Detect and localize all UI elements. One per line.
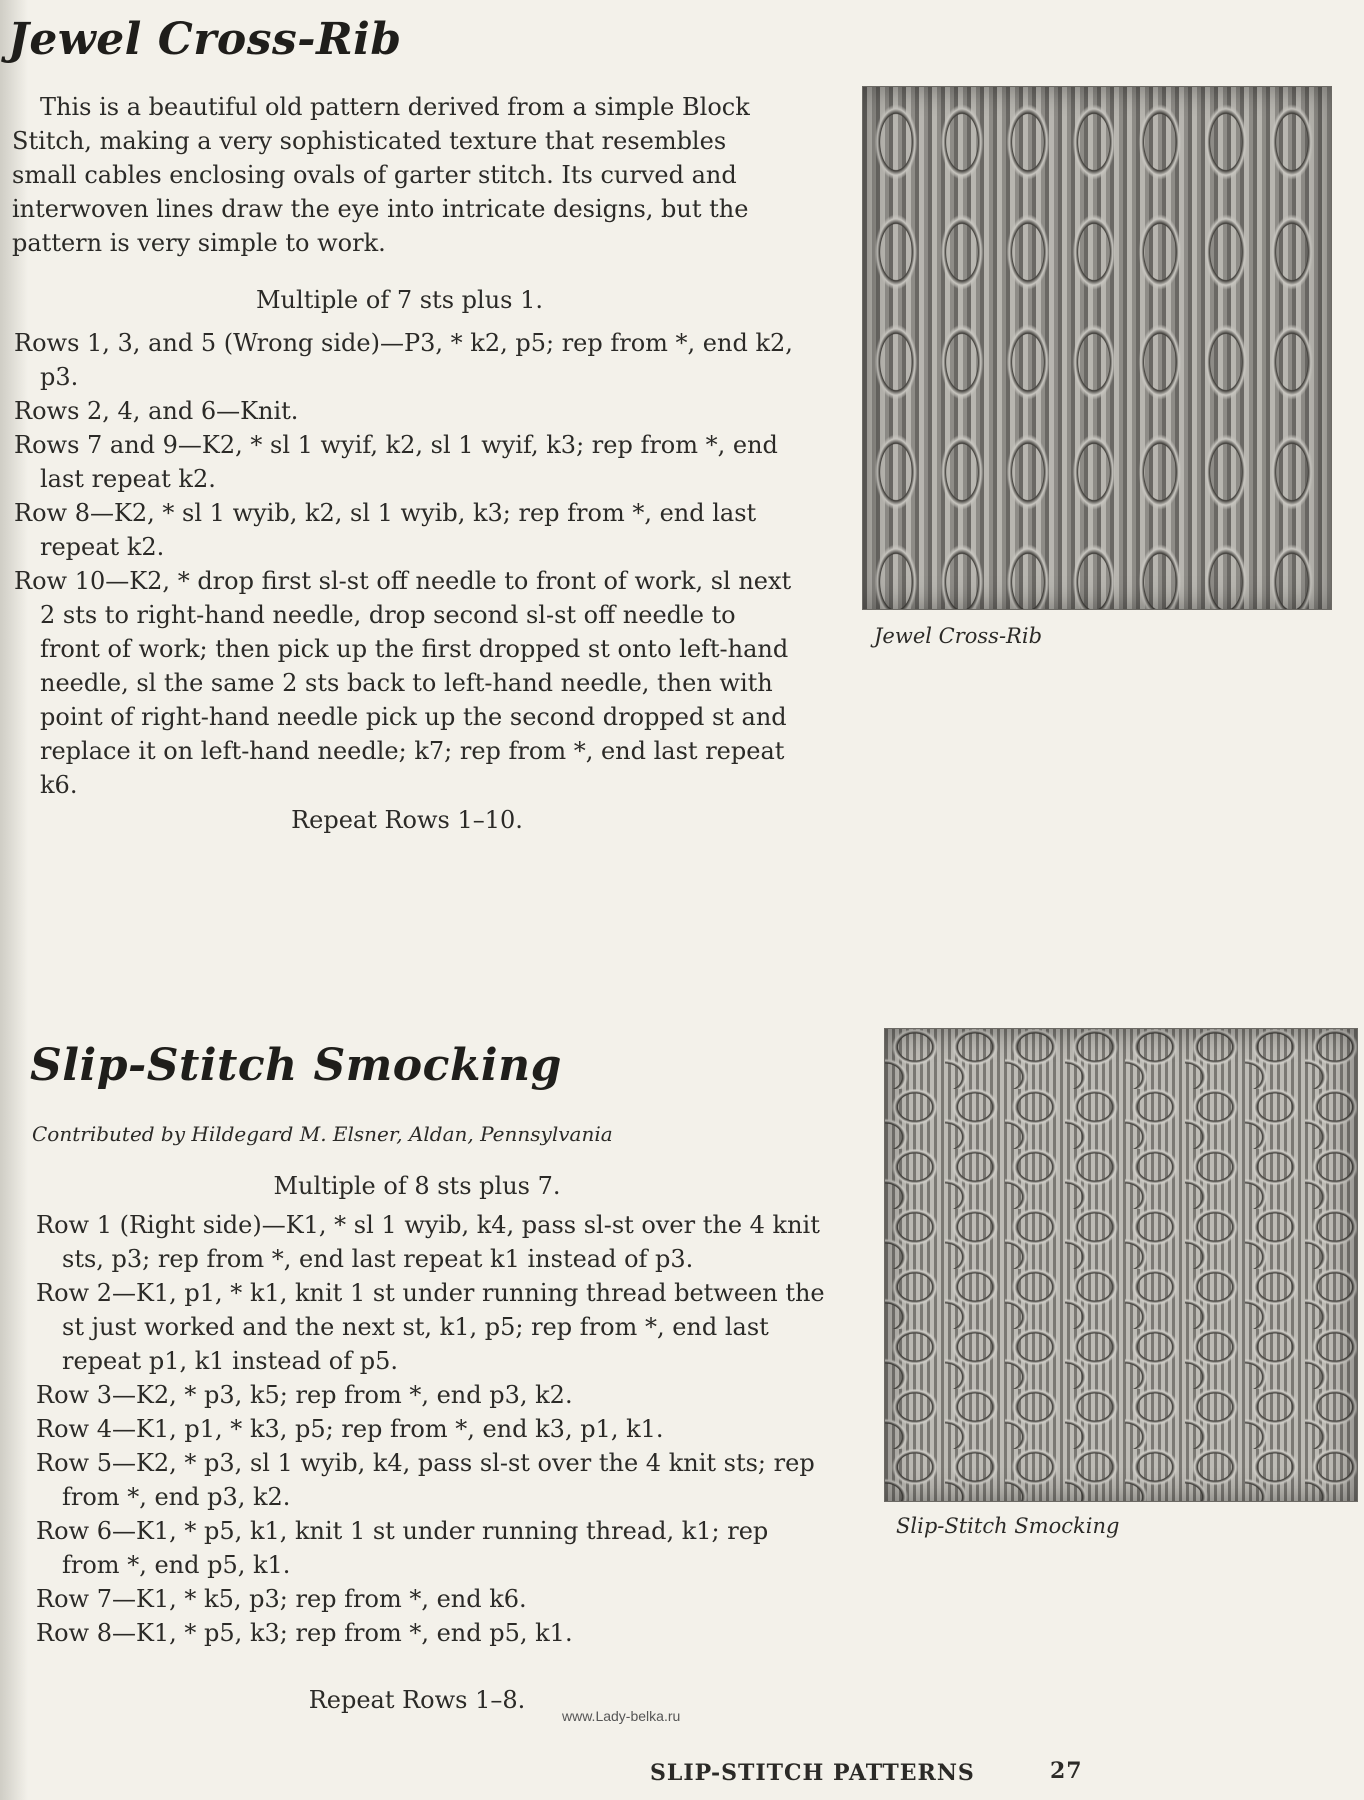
page-number: 27 [1050, 1758, 1083, 1784]
swatch-photo [862, 86, 1332, 610]
row-instructions [14, 326, 794, 802]
repeat-line: Repeat Rows 1–10. [291, 806, 523, 834]
row-instruction: Row 3—K2, * p3, k5; rep from *, end p3, k2. [36, 1381, 573, 1409]
row-instruction: Rows 1, 3, and 5 (Wrong side)—P3, * k2, p5; rep from *, end k2, p3. [14, 329, 793, 391]
pattern-intro: This is a beautiful old pattern derived from a simple Block Stitch, making a very sophisticated texture that resembles small cables enclosing ovals of garter stitch. Its curved and interwoven lines draw the eye into intricate designs, but the pattern is very simple to work. [12, 93, 750, 257]
row-instruction: Row 5—K2, * p3, sl 1 wyib, k4, pass sl-st over the 4 knit sts; rep from *, end p3, k2. [36, 1449, 815, 1511]
row-instruction: Row 4—K1, p1, * k3, p5; rep from *, end k3, p1, k1. [36, 1415, 664, 1443]
swatch-photo [884, 1028, 1358, 1502]
row-instruction: Rows 7 and 9—K2, * sl 1 wyif, k2, sl 1 wyif, k3; rep from *, end last repeat k2. [14, 431, 778, 493]
watermark-text: www.Lady-belka.ru [562, 1708, 681, 1724]
pattern-title: Jewel Cross-Rib [8, 14, 402, 65]
row-instruction: Row 8—K2, * sl 1 wyib, k2, sl 1 wyib, k3; rep from *, end last repeat k2. [14, 499, 757, 561]
stitch-multiple: Multiple of 7 sts plus 1. [255, 286, 543, 314]
row-instruction: Row 2—K1, p1, * k1, knit 1 st under running thread between the st just worked and the next st, k1, p5; rep from *, end last repeat p1, k1 instead of p5. [36, 1279, 825, 1375]
swatch-caption: Slip-Stitch Smocking [896, 1514, 1120, 1538]
swatch-caption: Jewel Cross-Rib [874, 624, 1043, 648]
pattern-title: Slip-Stitch Smocking [30, 1040, 562, 1091]
contributor-credit: Contributed by Hildegard M. Elsner, Aldan, Pennsylvania [32, 1122, 613, 1146]
row-instruction: Row 8—K1, * p5, k3; rep from *, end p5, k1. [36, 1619, 573, 1647]
row-instruction: Row 7—K1, * k5, p3; rep from *, end k6. [36, 1585, 527, 1613]
row-instruction: Row 1 (Right side)—K1, * sl 1 wyib, k4, pass sl-st over the 4 knit sts, p3; rep from *, end last repeat k1 instead of p3. [36, 1211, 820, 1273]
repeat-line: Repeat Rows 1–8. [308, 1686, 526, 1714]
row-instruction: Row 10—K2, * drop first sl-st off needle to front of work, sl next 2 sts to right-hand needle, drop second sl-st off needle to front of work; then pick up the first dropped st onto left-hand needle, sl the same 2 sts back to left-hand needle, then with point of right-hand needle pick up the second dropped st and replace it on left-hand needle; k7; rep from *, end last repeat k6. [14, 567, 792, 799]
page-gutter-shadow [0, 0, 28, 1800]
running-head: SLIP-STITCH PATTERNS [650, 1760, 975, 1786]
row-instructions [36, 1208, 826, 1650]
row-instruction: Row 6—K1, * p5, k1, knit 1 st under running thread, k1; rep from *, end p5, k1. [36, 1517, 769, 1579]
stitch-multiple: Multiple of 8 sts plus 7. [273, 1172, 561, 1200]
row-instruction: Rows 2, 4, and 6—Knit. [14, 397, 299, 425]
